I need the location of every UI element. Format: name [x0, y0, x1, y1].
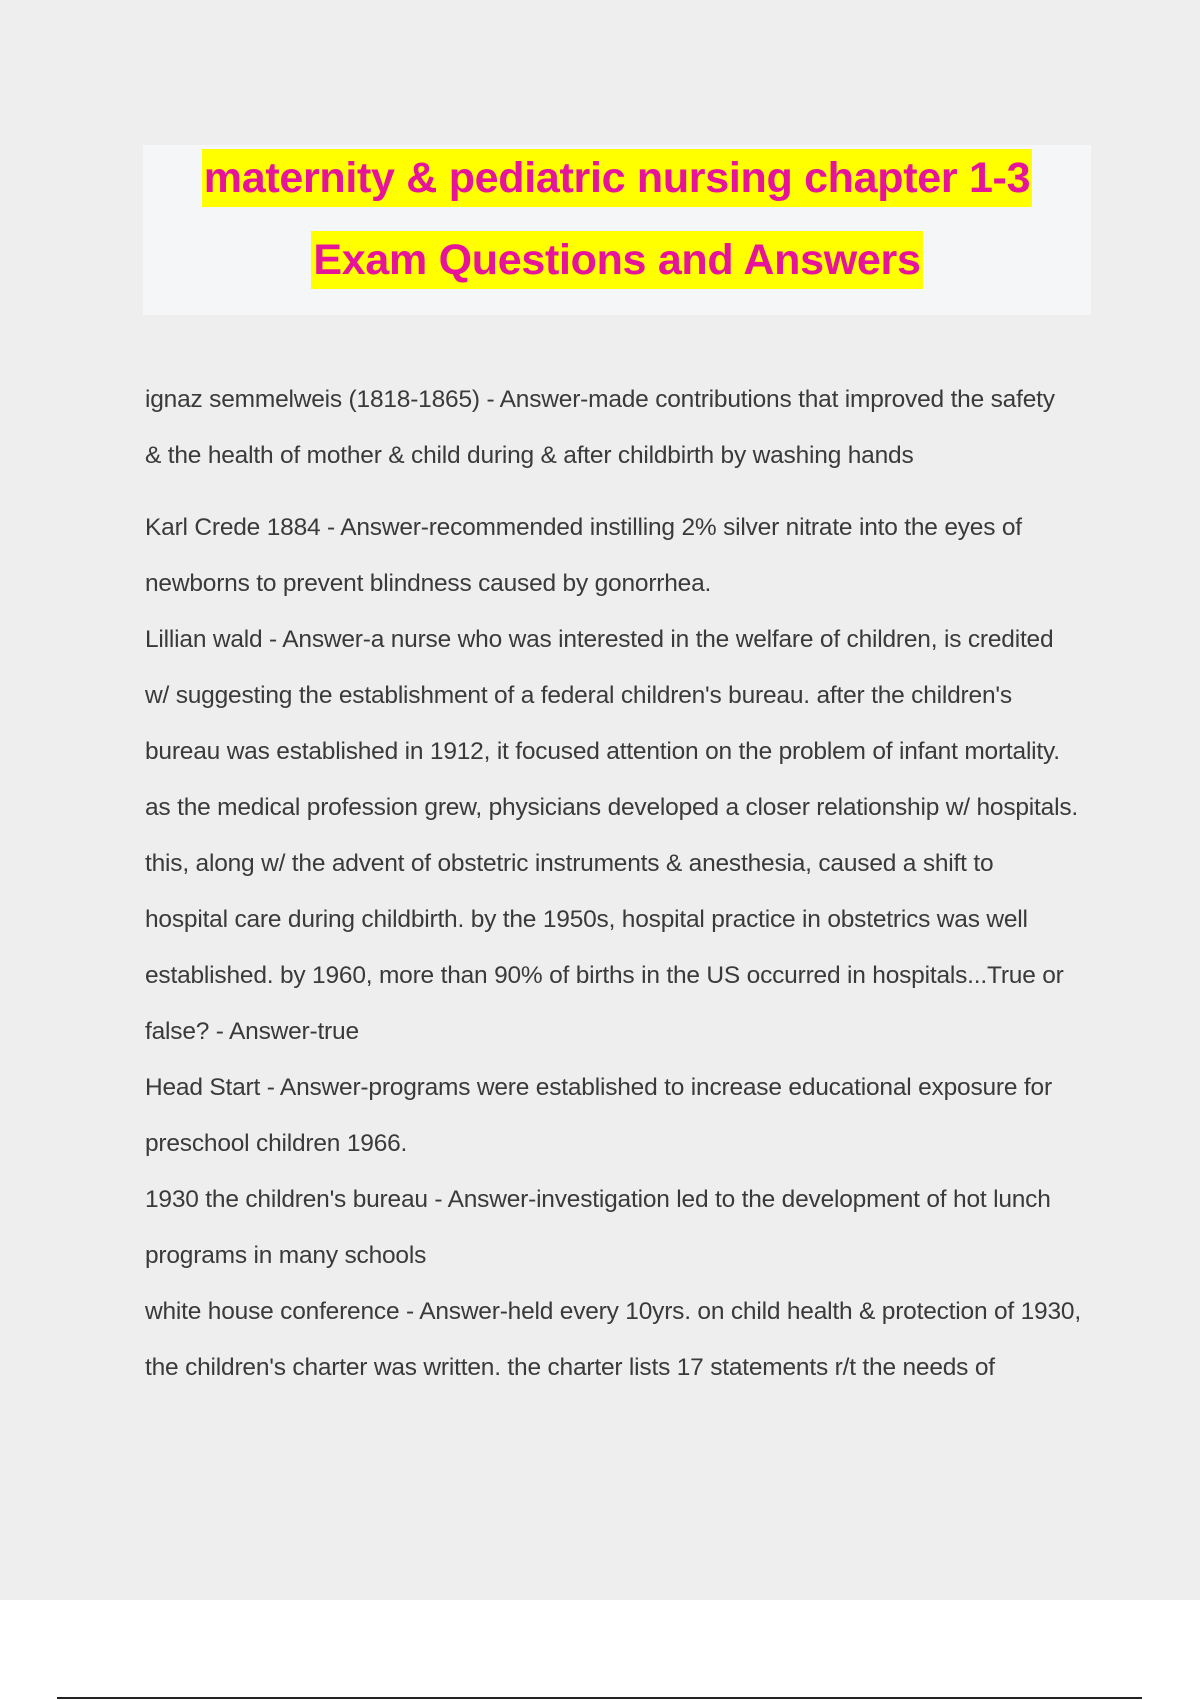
text-line: programs in many schools — [145, 1242, 427, 1269]
text-line: this, along w/ the advent of obstetric instruments & anesthesia, caused a shift to — [145, 850, 994, 877]
text-line: Karl Crede 1884 - Answer-recommended instilling 2% silver nitrate into the eyes of — [145, 514, 1022, 541]
text-line: preschool children 1966. — [145, 1130, 408, 1157]
document-title-line-1: maternity & pediatric nursing chapter 1-3 — [202, 149, 1032, 207]
text-line: w/ suggesting the establishment of a federal children's bureau. after the children's — [145, 682, 1012, 709]
text-line: newborns to prevent blindness caused by gonorrhea. — [145, 570, 712, 597]
document-body — [145, 372, 1095, 1396]
document-title-line-2: Exam Questions and Answers — [311, 231, 922, 289]
text-line: Head Start - Answer-programs were established to increase educational exposure for — [145, 1074, 1052, 1101]
text-line: ignaz semmelweis (1818-1865) - Answer-made contributions that improved the safety — [145, 386, 1055, 413]
text-line: bureau was established in 1912, it focused attention on the problem of infant mortality. — [145, 738, 1060, 765]
text-line: white house conference - Answer-held every 10yrs. on child health & protection of 1930, — [145, 1298, 1081, 1325]
text-line: & the health of mother & child during & after childbirth by washing hands — [145, 442, 914, 469]
text-line: 1930 the children's bureau - Answer-investigation led to the development of hot lunch — [145, 1186, 1051, 1213]
text-line: as the medical profession grew, physicians developed a closer relationship w/ hospitals. — [145, 794, 1078, 821]
text-line: the children's charter was written. the charter lists 17 statements r/t the needs of — [145, 1354, 995, 1381]
text-line: hospital care during childbirth. by the 1950s, hospital practice in obstetrics was well — [145, 906, 1028, 933]
title-block — [143, 145, 1091, 315]
text-line: Lillian wald - Answer-a nurse who was interested in the welfare of children, is credited — [145, 626, 1054, 653]
text-line: false? - Answer-true — [145, 1018, 359, 1045]
text-line: established. by 1960, more than 90% of births in the US occurred in hospitals...True or — [145, 962, 1064, 989]
footer-divider — [57, 1697, 1142, 1699]
